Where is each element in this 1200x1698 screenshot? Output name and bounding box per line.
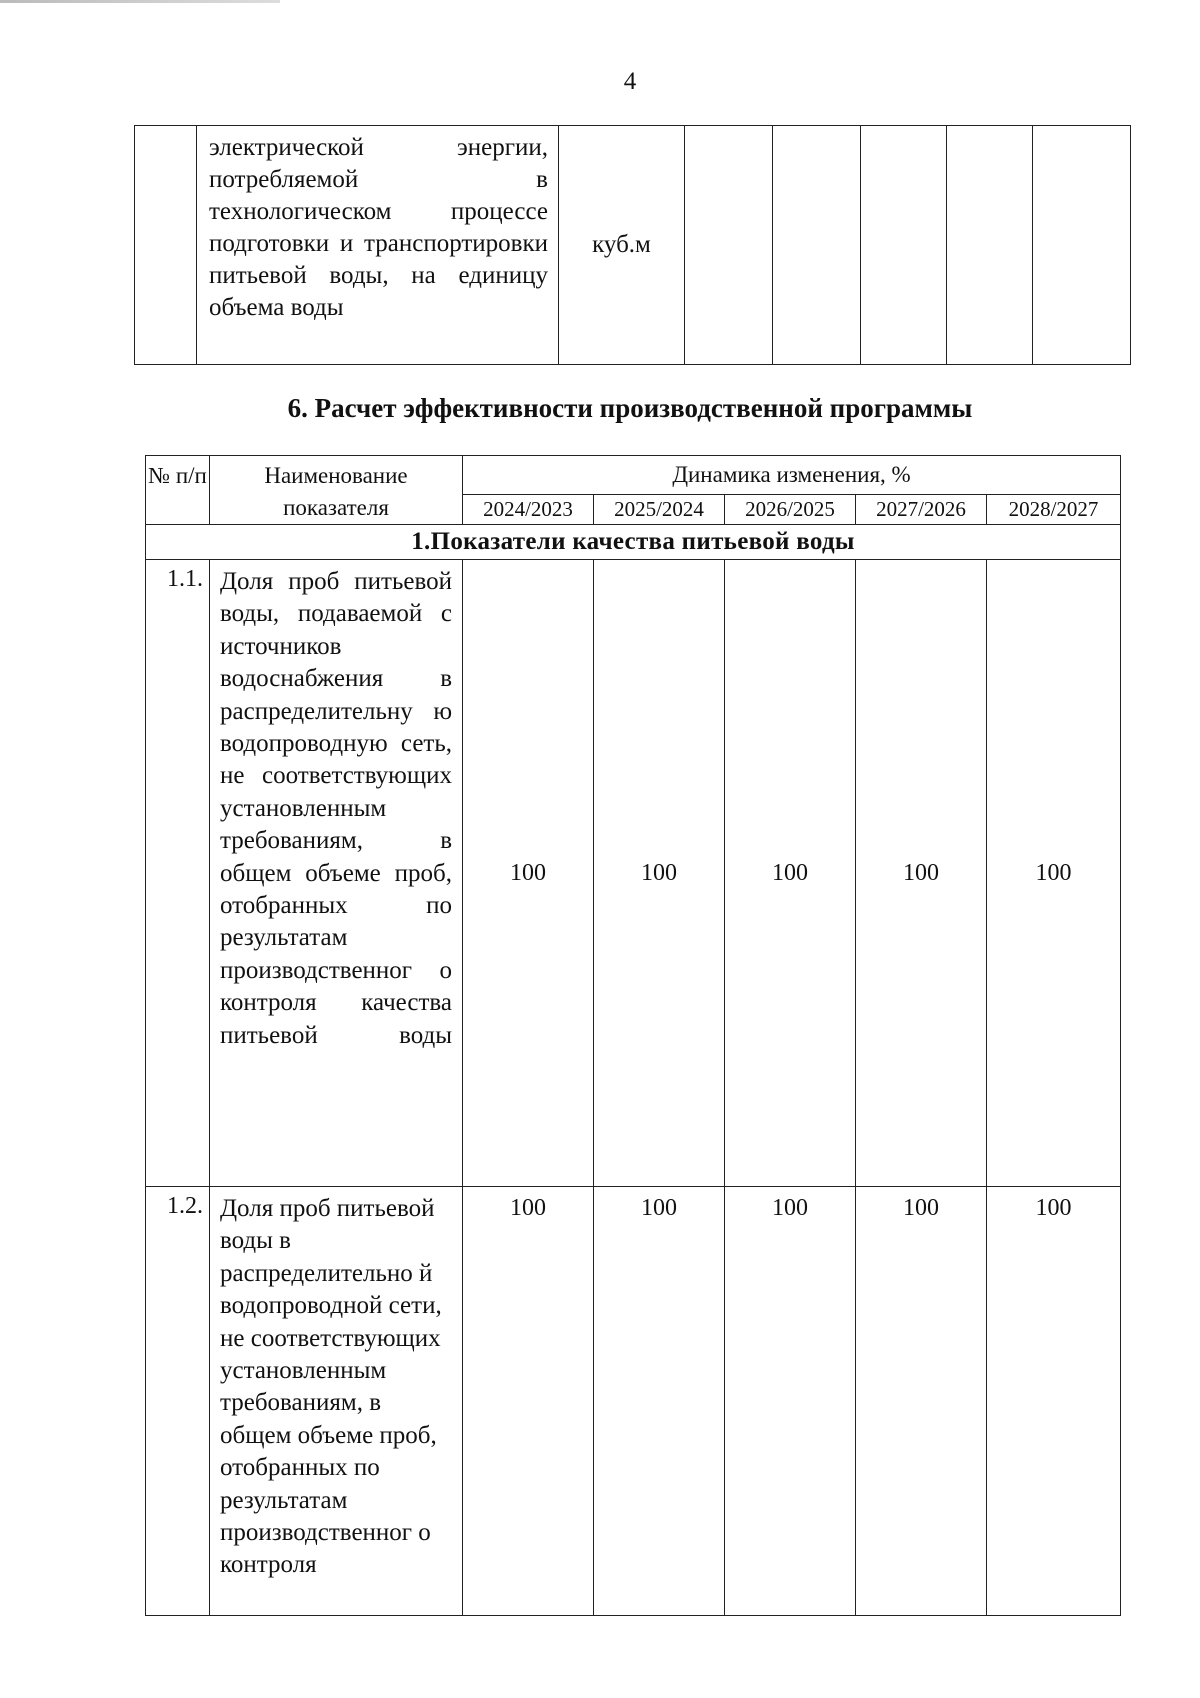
cell-empty — [1033, 126, 1131, 365]
header-year: 2025/2024 — [594, 494, 725, 524]
cell-empty — [861, 126, 947, 365]
header-year: 2028/2027 — [987, 494, 1121, 524]
value-cell: 100 — [463, 1187, 594, 1616]
value-cell: 100 — [856, 560, 987, 1187]
indicator-description: электрической энергии, потребляемой в технологическом процессе подготовки и транспортировки питьевой воды, на единицу объема воды — [197, 126, 559, 365]
value-cell: 100 — [725, 1187, 856, 1616]
table-row — [146, 1187, 1121, 1616]
value-cell: 100 — [987, 1187, 1121, 1616]
value-cell: 100 — [725, 560, 856, 1187]
unit-cell: куб.м — [559, 126, 685, 365]
header-name: Наименование показателя — [210, 456, 463, 525]
indicator-name: Доля проб питьевой воды в распределительно й водопроводной сети, не соответствующих установленным требованиям, в общем объеме проб, отобранных по результатам производственног о контроля — [210, 1187, 463, 1616]
row-number: 1.2. — [146, 1187, 210, 1616]
efficiency-table — [145, 455, 1121, 1616]
header-year: 2027/2026 — [856, 494, 987, 524]
group-title: 1.Показатели качества питьевой воды — [146, 525, 1121, 560]
value-cell: 100 — [463, 560, 594, 1187]
continuation-table — [134, 125, 1131, 365]
indicator-name: Доля проб питьевой воды, подаваемой с источников водоснабжения в распределительну ю водопроводную сеть, не соответствующих установленным требованиям, в общем объеме проб, отобранных по результатам производственног о контроля качества питьевой воды — [210, 560, 463, 1187]
cell-empty — [773, 126, 861, 365]
table-row — [135, 126, 1131, 365]
value-cell: 100 — [594, 1187, 725, 1616]
header-dynamics: Динамика изменения, % — [463, 456, 1121, 495]
cell-empty — [685, 126, 773, 365]
header-row — [146, 456, 1121, 495]
header-year: 2026/2025 — [725, 494, 856, 524]
group-row — [146, 525, 1121, 560]
cell-empty — [135, 126, 197, 365]
value-cell: 100 — [987, 560, 1121, 1187]
page-number: 4 — [623, 68, 637, 95]
value-cell: 100 — [856, 1187, 987, 1616]
scan-artifact-line — [0, 0, 280, 3]
table-row — [146, 560, 1121, 1187]
header-num: № п/п — [146, 456, 210, 525]
header-year: 2024/2023 — [463, 494, 594, 524]
value-cell: 100 — [594, 560, 725, 1187]
section-title: 6. Расчет эффективности производственной программы — [287, 393, 973, 423]
row-number: 1.1. — [146, 560, 210, 1187]
cell-empty — [947, 126, 1033, 365]
